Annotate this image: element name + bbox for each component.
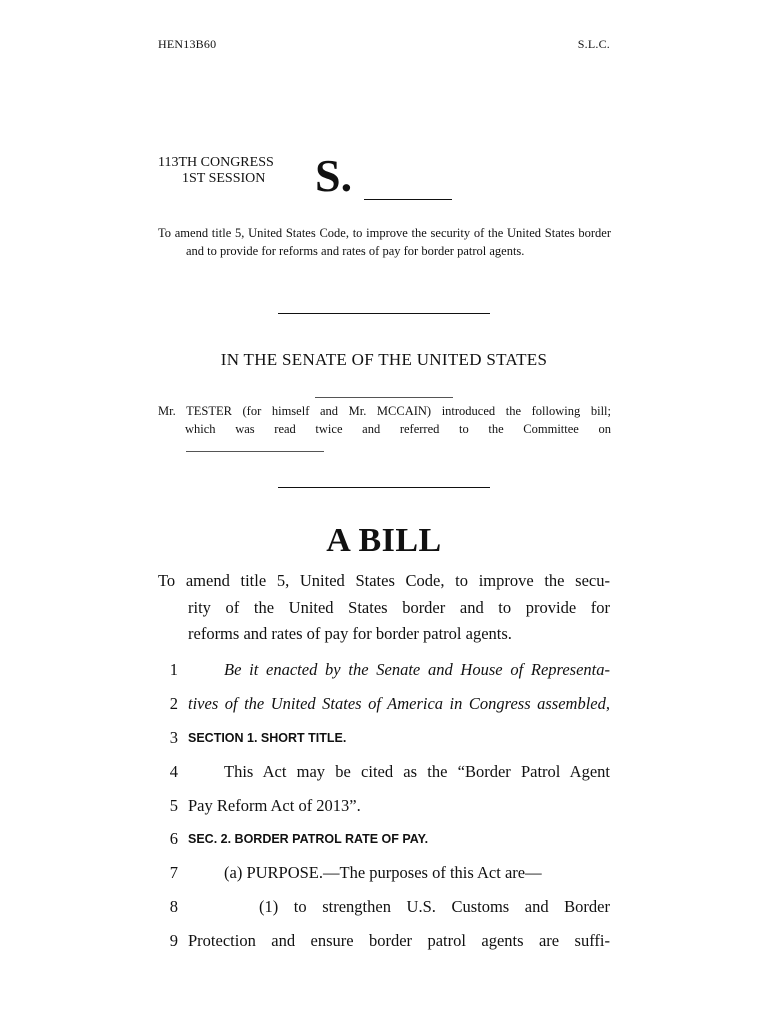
line-number: 5 [169,796,178,815]
line-number: 1 [169,660,178,679]
paragraph-text: Protection and ensure border patrol agents are suffi- [188,931,610,950]
congress-session [158,155,274,187]
purpose-line-2: rity of the United States border and to provide for [188,597,610,617]
section-heading: SECTION 1. SHORT TITLE. [188,731,347,745]
purpose-line-3: reforms and rates of pay for border patrol agents. [188,624,512,643]
purpose-line-1: To amend title 5, United States Code, to improve the secu- [158,571,610,590]
congress-label: 113TH CONGRESS [158,155,274,170]
office-code: S.L.C. [577,37,610,51]
long-purpose [158,568,610,648]
introduction-line-2: which was read twice and referred to the Committee on [185,422,611,436]
line-number: 4 [169,762,178,781]
chamber-heading: IN THE SENATE OF THE UNITED STATES [220,350,548,369]
committee-blank [186,451,324,452]
document-id: HEN13B60 [158,37,217,51]
line-number: 7 [169,863,178,882]
bill-number-blank [364,199,452,200]
line-number: 2 [169,694,178,713]
line-number: 9 [169,931,178,950]
bill-number: S. [315,150,353,201]
session-label: 1ST SESSION [182,171,266,186]
bill-heading: A BILL [326,522,442,559]
line-number: 3 [169,728,178,747]
introduction-line-1: Mr. TESTER (for himself and Mr. MCCAIN) introduced the following bill; [158,404,611,418]
introduction [158,402,611,438]
enacting-clause: Be it enacted by the Senate and House of Representa- [224,660,610,679]
thin-divider [315,397,453,398]
paragraph-text: (1) to strengthen U.S. Customs and Border [259,897,610,916]
divider-rule [278,313,490,314]
body-text: Pay Reform Act of 2013”. [188,796,361,815]
section-heading: SEC. 2. BORDER PATROL RATE OF PAY. [188,832,429,846]
subsection-purpose: (a) PURPOSE.—The purposes of this Act are— [224,863,542,882]
line-number: 8 [169,897,178,916]
line-number: 6 [169,829,178,848]
enacting-clause-cont: tives of the United States of America in Congress assembled, [188,694,610,713]
divider-rule [278,487,490,488]
body-text: This Act may be cited as the “Border Patrol Agent [224,762,610,781]
short-purpose: To amend title 5, United States Code, to improve the security of the United States border and to provide for reforms and rates of pay for border patrol agents. [158,226,611,258]
